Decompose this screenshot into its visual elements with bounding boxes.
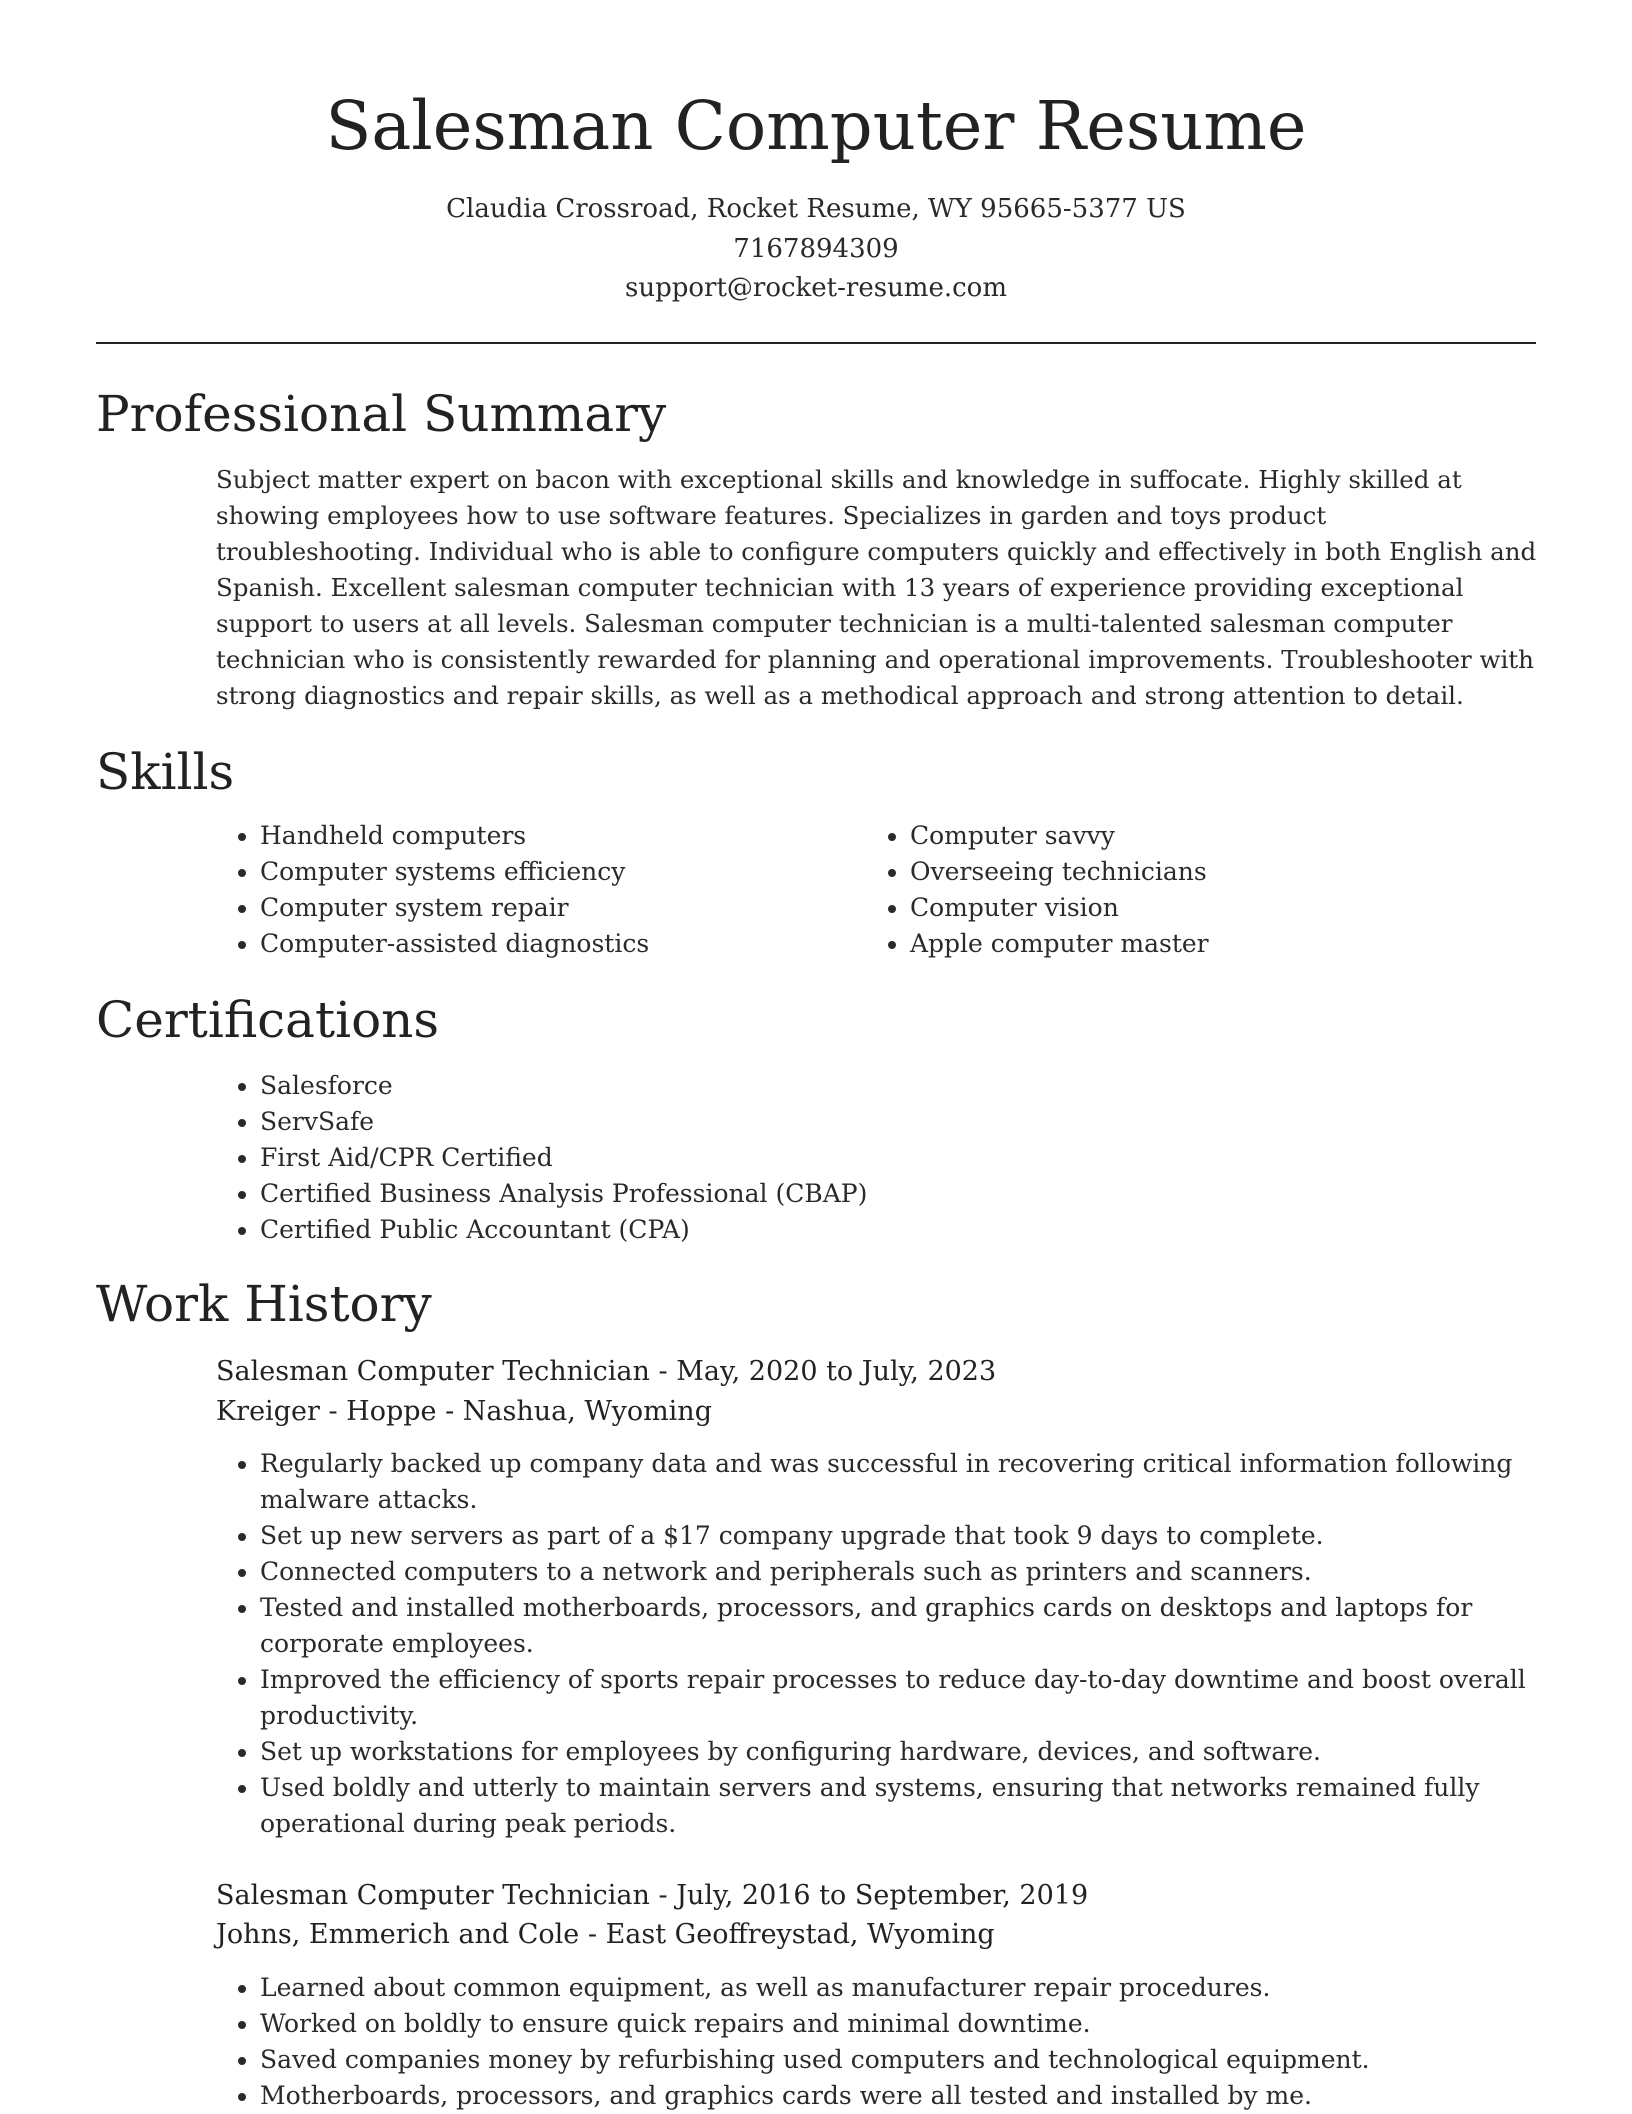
work-history-heading: Work History <box>96 1275 432 1333</box>
list-item: • Computer system repair <box>260 890 860 926</box>
list-item: • Set up workstations for employees by configuring hardware, devices, and software. <box>260 1734 1582 1770</box>
job-company-line <box>216 1916 995 1954</box>
job-company: Johns, Emmerich and Cole <box>216 1919 580 1950</box>
list-item: • Computer vision <box>910 890 1510 926</box>
skills-heading: Skills <box>96 743 235 801</box>
summary-heading: Professional Summary <box>96 385 667 443</box>
job-company-line <box>216 1393 712 1431</box>
list-item: • Motherboards, processors, and graphics cards were all tested and installed by me. <box>260 2078 1582 2114</box>
list-item: • Improved the efficiency of sports repair processes to reduce day-to-day downtime and boost overall productivity. <box>260 1662 1582 1734</box>
job-bullets <box>216 1446 1582 1842</box>
job-company: Kreiger - Hoppe <box>216 1396 437 1427</box>
contact-phone: 7167894309 <box>733 234 899 264</box>
summary-text: Subject matter expert on bacon with exceptional skills and knowledge in suffocate. Highly skilled at showing employees how to use software features. Specializes in garden and toys product troubleshooting. Individual who is able to configure computers quickly and effectively in both English and Spanish. Excellent salesman computer technician with 13 years of experience providing exceptional support to users at all levels. Salesman computer technician is a multi-talented salesman computer technician who is consistently rewarded for planning and operational improvements. Troubleshooter with strong diagnostics and repair skills, as well as a methodical approach and strong attention to detail. <box>216 465 1537 710</box>
skills-list-left <box>216 818 860 962</box>
list-item: • Apple computer master <box>910 926 1510 962</box>
list-item: • Set up new servers as part of a $17 company upgrade that took 9 days to complete. <box>260 1518 1582 1554</box>
certifications-list <box>216 1068 1560 1248</box>
contact-email: support@rocket-resume.com <box>624 273 1007 303</box>
list-item: • ServSafe <box>260 1104 1560 1140</box>
list-item: • Regularly backed up company data and was successful in recovering critical information following malware attacks. <box>260 1446 1582 1518</box>
list-item: • Overseeing technicians <box>910 854 1510 890</box>
job-bullets <box>216 1970 1582 2114</box>
list-item: • Computer savvy <box>910 818 1510 854</box>
job-dates: - May, 2020 to July, 2023 <box>649 1356 997 1387</box>
list-item: • Computer-assisted diagnostics <box>260 926 860 962</box>
list-item: • Learned about common equipment, as well as manufacturer repair procedures. <box>260 1970 1582 2006</box>
list-item: • Used boldly and utterly to maintain servers and systems, ensuring that networks remained fully operational during peak periods. <box>260 1770 1582 1842</box>
job-location: - Nashua, Wyoming <box>436 1396 712 1427</box>
list-item: • Handheld computers <box>260 818 860 854</box>
list-item: • Computer systems efficiency <box>260 854 860 890</box>
list-item: • First Aid/CPR Certified <box>260 1140 1560 1176</box>
job-title-line <box>216 1877 1088 1915</box>
header-divider <box>96 342 1536 344</box>
job-title-line <box>216 1353 996 1391</box>
certifications-heading: Certifications <box>96 991 440 1049</box>
list-item: • Certified Business Analysis Professional (CBAP) <box>260 1176 1560 1212</box>
job-location: - East Geoffreystad, Wyoming <box>579 1919 995 1950</box>
job-role: Salesman Computer Technician <box>216 1356 650 1387</box>
list-item: • Certified Public Accountant (CPA) <box>260 1212 1560 1248</box>
job-role: Salesman Computer Technician <box>216 1880 650 1911</box>
list-item: • Worked on boldly to ensure quick repairs and minimal downtime. <box>260 2006 1582 2042</box>
list-item: • Salesforce <box>260 1068 1560 1104</box>
contact-address: Claudia Crossroad, Rocket Resume, WY 95665-5377 US <box>446 194 1186 224</box>
list-item: • Saved companies money by refurbishing used computers and technological equipment. <box>260 2042 1582 2078</box>
resume-title: Salesman Computer Resume <box>325 87 1307 165</box>
skills-list-right <box>866 818 1510 962</box>
job-dates: - July, 2016 to September, 2019 <box>649 1880 1089 1911</box>
list-item: • Tested and installed motherboards, processors, and graphics cards on desktops and laptops for corporate employees. <box>260 1590 1582 1662</box>
list-item: • Connected computers to a network and peripherals such as printers and scanners. <box>260 1554 1582 1590</box>
